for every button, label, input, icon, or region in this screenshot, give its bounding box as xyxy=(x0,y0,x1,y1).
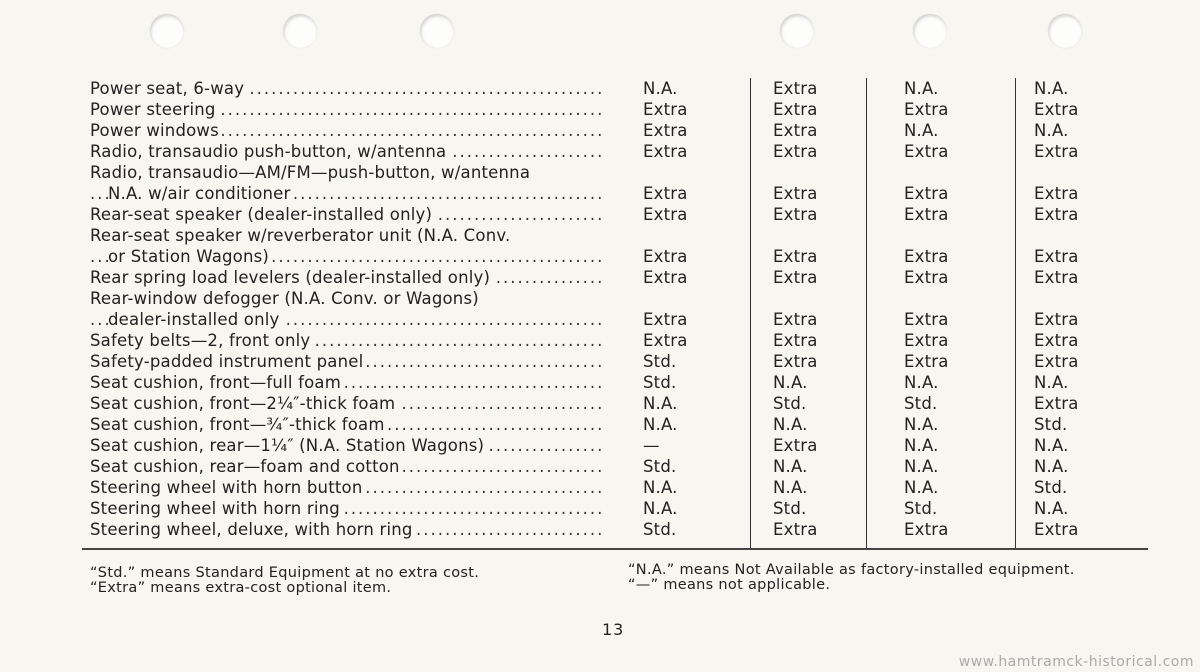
cell-value: N.A. xyxy=(773,373,808,392)
cell-value: Extra xyxy=(643,100,688,119)
table-row xyxy=(90,372,1148,393)
table-row xyxy=(90,225,1148,267)
cell-value: Extra xyxy=(1034,100,1079,119)
row-label-text: Power steering xyxy=(90,99,219,120)
cell-value: Extra xyxy=(773,268,818,287)
note-dash: “—” means not applicable. xyxy=(628,577,831,593)
cell-value: N.A. xyxy=(1034,457,1069,476)
cell-value: N.A. xyxy=(1034,79,1069,98)
table-row xyxy=(90,204,1148,225)
cell-value: Std. xyxy=(643,457,677,476)
row-label-text: Seat cushion, front—¾″-thick foam xyxy=(90,414,388,435)
table-row xyxy=(90,456,1148,477)
row-label-text: Rear-seat speaker (dealer-installed only) xyxy=(90,204,435,225)
cell-value: Extra xyxy=(1034,184,1079,203)
cell-value: N.A. xyxy=(904,79,939,98)
table-row xyxy=(90,141,1148,162)
cell-value: Extra xyxy=(1034,331,1079,350)
table-row xyxy=(90,435,1148,456)
row-label-text: Seat cushion, rear—foam and cotton xyxy=(90,456,403,477)
cell-value: Extra xyxy=(904,247,949,266)
cell-value: Extra xyxy=(1034,247,1079,266)
row-label-text: dealer-installed only xyxy=(108,309,283,330)
cell-value: Extra xyxy=(1034,310,1079,329)
cell-value: Extra xyxy=(1034,394,1079,413)
note-extra: “Extra” means extra-cost optional item. xyxy=(90,580,392,596)
cell-value: N.A. xyxy=(643,79,678,98)
row-label-text: Rear-window defogger (N.A. Conv. or Wagons) xyxy=(90,289,479,308)
row-label-line xyxy=(90,162,602,183)
cell-value: N.A. xyxy=(643,415,678,434)
cell-value: Std. xyxy=(643,352,677,371)
row-label-text: Safety-padded instrument panel xyxy=(90,351,366,372)
table-row xyxy=(90,99,1148,120)
cell-value: Std. xyxy=(1034,415,1068,434)
cell-value: N.A. xyxy=(1034,436,1069,455)
row-label-text: N.A. w/air conditioner xyxy=(108,183,293,204)
cell-value: Extra xyxy=(773,310,818,329)
binder-hole xyxy=(780,14,814,48)
cell-value: Std. xyxy=(773,394,807,413)
cell-value: N.A. xyxy=(1034,499,1069,518)
table-row xyxy=(90,351,1148,372)
cell-value: Extra xyxy=(643,142,688,161)
cell-value: Extra xyxy=(773,352,818,371)
cell-value: Extra xyxy=(773,184,818,203)
table-row xyxy=(90,120,1148,141)
cell-value: Extra xyxy=(1034,520,1079,539)
cell-value: N.A. xyxy=(904,373,939,392)
cell-value: Extra xyxy=(773,247,818,266)
table-row xyxy=(90,162,1148,204)
binder-hole xyxy=(913,14,947,48)
cell-value: Extra xyxy=(904,331,949,350)
cell-value: Extra xyxy=(773,205,818,224)
table-bottom-rule xyxy=(82,548,1148,550)
cell-value: Extra xyxy=(904,520,949,539)
table-row xyxy=(90,414,1148,435)
note-na: “N.A.” means Not Available as factory-installed equipment. xyxy=(628,562,1075,578)
cell-value: Extra xyxy=(904,310,949,329)
table-row xyxy=(90,393,1148,414)
row-label-line xyxy=(90,288,602,309)
cell-value: Extra xyxy=(1034,142,1079,161)
table-row xyxy=(90,288,1148,330)
cell-value: Extra xyxy=(773,121,818,140)
cell-value: Extra xyxy=(773,520,818,539)
binder-hole xyxy=(1048,14,1082,48)
row-label-text: or Station Wagons) xyxy=(108,246,272,267)
cell-value: N.A. xyxy=(773,478,808,497)
cell-value: Extra xyxy=(773,142,818,161)
cell-value: N.A. xyxy=(643,394,678,413)
cell-value: Std. xyxy=(643,373,677,392)
cell-value: Extra xyxy=(643,121,688,140)
note-std: “Std.” means Standard Equipment at no extra cost. xyxy=(90,565,480,581)
row-label-text: Steering wheel, deluxe, with horn ring xyxy=(90,519,416,540)
cell-value: Std. xyxy=(904,499,938,518)
binder-hole xyxy=(150,14,184,48)
cell-value: N.A. xyxy=(904,415,939,434)
cell-value: N.A. xyxy=(904,121,939,140)
row-label-text: Seat cushion, rear—1¼″ (N.A. Station Wagons) xyxy=(90,435,487,456)
cell-value: — xyxy=(643,436,660,455)
cell-value: Extra xyxy=(773,331,818,350)
cell-value: Extra xyxy=(904,142,949,161)
cell-value: N.A. xyxy=(904,478,939,497)
row-label-text: Rear spring load levelers (dealer-installed only) xyxy=(90,267,493,288)
cell-value: Std. xyxy=(773,499,807,518)
cell-value: N.A. xyxy=(1034,121,1069,140)
binder-hole xyxy=(283,14,317,48)
cell-value: Std. xyxy=(1034,478,1068,497)
equipment-table xyxy=(90,78,1148,540)
page-number: 13 xyxy=(602,620,625,639)
table-row xyxy=(90,78,1148,99)
row-label-text: Seat cushion, front—full foam xyxy=(90,372,344,393)
table-row xyxy=(90,477,1148,498)
cell-value: Extra xyxy=(904,268,949,287)
table-row xyxy=(90,330,1148,351)
cell-value: N.A. xyxy=(904,457,939,476)
row-label-text: Radio, transaudio—AM/FM—push-button, w/antenna xyxy=(90,163,531,182)
cell-value: N.A. xyxy=(1034,373,1069,392)
cell-value: Extra xyxy=(1034,205,1079,224)
cell-value: Extra xyxy=(773,100,818,119)
cell-value: Std. xyxy=(643,520,677,539)
row-label-text: Power windows xyxy=(90,120,222,141)
cell-value: Extra xyxy=(773,79,818,98)
cell-value: Extra xyxy=(643,310,688,329)
cell-value: Extra xyxy=(904,100,949,119)
row-label-text: Seat cushion, front—2¼″-thick foam xyxy=(90,393,398,414)
cell-value: Extra xyxy=(643,268,688,287)
row-label-text: Radio, transaudio push-button, w/antenna xyxy=(90,141,449,162)
cell-value: Extra xyxy=(1034,352,1079,371)
cell-value: N.A. xyxy=(904,436,939,455)
row-label-text: Steering wheel with horn button xyxy=(90,477,366,498)
cell-value: Extra xyxy=(904,205,949,224)
row-label-text: Rear-seat speaker w/reverberator unit (N.A. Conv. xyxy=(90,226,511,245)
cell-value: N.A. xyxy=(773,457,808,476)
table-row xyxy=(90,498,1148,519)
table-row xyxy=(90,519,1148,540)
cell-value: Extra xyxy=(643,331,688,350)
cell-value: Extra xyxy=(904,184,949,203)
cell-value: N.A. xyxy=(643,478,678,497)
cell-value: Extra xyxy=(904,352,949,371)
row-label-text: Power seat, 6-way xyxy=(90,78,247,99)
binder-hole xyxy=(420,14,454,48)
row-label-text: Safety belts—2, front only xyxy=(90,330,313,351)
row-label-text: Steering wheel with horn ring xyxy=(90,498,343,519)
cell-value: Extra xyxy=(643,184,688,203)
row-label-line xyxy=(90,225,602,246)
cell-value: Extra xyxy=(773,436,818,455)
cell-value: Extra xyxy=(643,205,688,224)
table-row xyxy=(90,267,1148,288)
cell-value: N.A. xyxy=(643,499,678,518)
cell-value: Extra xyxy=(643,247,688,266)
cell-value: N.A. xyxy=(773,415,808,434)
cell-value: Extra xyxy=(1034,268,1079,287)
cell-value: Std. xyxy=(904,394,938,413)
watermark: www.hamtramck-historical.com xyxy=(958,654,1194,670)
